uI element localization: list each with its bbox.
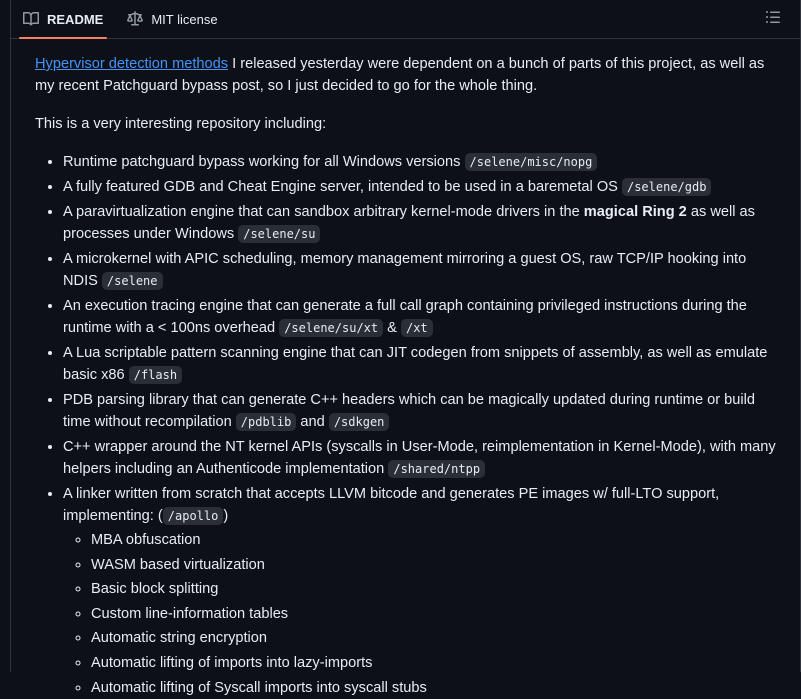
inline-code: /selene/misc/nopg (465, 153, 598, 171)
intro-paragraph (35, 53, 776, 97)
inline-code: /pdblib (236, 413, 297, 431)
list-unordered-icon (765, 9, 781, 30)
inline-code: /shared/ntpp (388, 460, 485, 478)
list-item: • C++ wrapper around the NT kernel APIs (syscalls in User-Mode, reimplementation in Kernel-Mode), with many helpers including an Authenticode implementation /shared/ntpp (63, 436, 776, 480)
inline-code: /xt (401, 319, 433, 337)
intro-text: I released yesterday were dependent on a bunch of parts of this project, as well as my recent Patchguard bypass post, so I just decided to go for the whole thing. (35, 56, 765, 94)
tab-readme-label: README (47, 11, 104, 27)
book-icon (23, 11, 39, 27)
inline-code: /selene/su/xt (279, 319, 383, 337)
tab-license-label: MIT license (151, 11, 218, 27)
list-item: • A microkernel with APIC scheduling, memory management mirroring a guest OS, raw TCP/IP hooking into NDIS /selene (63, 248, 776, 292)
readme-content (11, 39, 800, 699)
sub-list-item: ◦ Automatic lifting of Syscall imports into syscall stubs (91, 677, 776, 699)
sub-list-item: ◦ MBA obfuscation (91, 529, 776, 551)
sub-list-item: ◦ Automatic lifting of imports into lazy-imports (91, 652, 776, 674)
tab-readme[interactable] (11, 0, 115, 38)
readme-panel (10, 0, 801, 696)
list-item: • Runtime patchguard bypass working for all Windows versions /selene/misc/nopg (63, 151, 776, 173)
list-item: • PDB parsing library that can generate C++ headers which can be magically updated during runtime or build time without recompilation /pdblib and /sdkgen (63, 389, 776, 433)
readme-tabbar (11, 0, 800, 39)
feature-list (35, 151, 776, 699)
law-scale-icon (127, 11, 143, 27)
hypervisor-detection-link[interactable]: Hypervisor detection methods (35, 56, 229, 72)
outline-button[interactable] (762, 8, 784, 30)
inline-code: /selene/su (238, 225, 320, 243)
list-item: • A Lua scriptable pattern scanning engine that can JIT codegen from snippets of assembly, as well as emulate basic x86 /flash (63, 342, 776, 386)
list-item: • A linker written from scratch that accepts LLVM bitcode and generates PE images w/ full-LTO support, implementing: ( /apollo ) ◦ MBA obfuscation ◦ WASM based virtualization ◦ Basic block splitting ◦ Custom line-information tables ◦ Automatic string encryption ◦ Automatic lifting of imports into lazy-imports ◦ Automatic lifting of Syscall imports into syscall stubs (63, 483, 776, 699)
inline-code: /apollo (163, 507, 224, 525)
sub-list-item: ◦ WASM based virtualization (91, 554, 776, 576)
sub-list-item: ◦ Automatic string encryption (91, 627, 776, 649)
inline-code: /selene (102, 272, 163, 290)
lead-paragraph: This is a very interesting repository including: (35, 116, 327, 132)
sub-list-item: ◦ Custom line-information tables (91, 603, 776, 625)
apollo-feature-list (63, 529, 776, 699)
list-item: • A fully featured GDB and Cheat Engine server, intended to be used in a baremetal OS /selene/gdb (63, 176, 776, 198)
sub-list-item: ◦ Basic block splitting (91, 578, 776, 600)
list-item: • An execution tracing engine that can generate a full call graph containing privileged instructions during the runtime with a < 100ns overhead /selene/su/xt & /xt (63, 295, 776, 339)
list-item: • A paravirtualization engine that can sandbox arbitrary kernel-mode drivers in the magical Ring 2 as well as processes under Windows /selene/su (63, 201, 776, 245)
inline-code: /sdkgen (329, 413, 390, 431)
inline-code: /flash (129, 366, 182, 384)
bold-text: magical Ring 2 (583, 204, 687, 220)
tab-license[interactable] (115, 0, 229, 38)
inline-code: /selene/gdb (622, 178, 711, 196)
